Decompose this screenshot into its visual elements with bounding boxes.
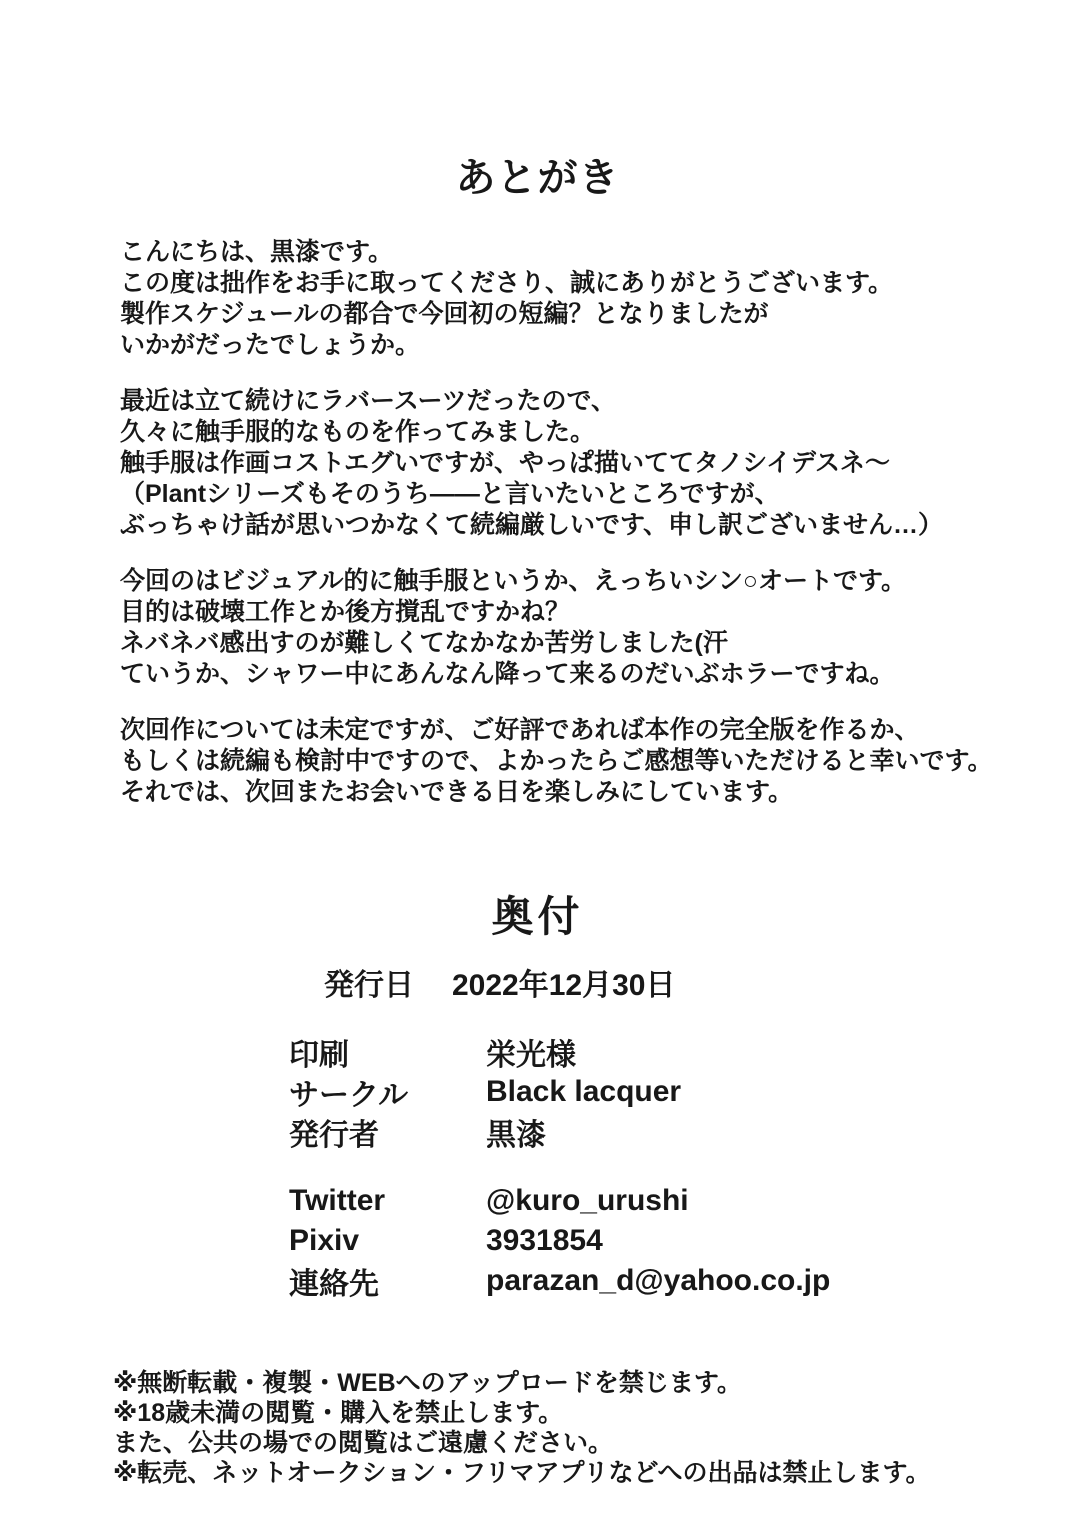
colophon-row-value: 黒漆 [486,1119,546,1152]
afterword-line: 目的は破壊工作とか後方撹乱ですかね？ [120,598,571,626]
contact-row-label: Pixiv [289,1224,360,1257]
afterword-line: こんにちは、黒漆です。 [120,238,394,266]
colophon-row-label: サークル [289,1079,409,1112]
afterword-paragraph-1 [120,237,993,361]
colophon-row-label: 印刷 [289,1039,349,1072]
afterword-line: 最近は立て続けにラバースーツだったので、 [120,387,617,415]
colophon-row-printer [289,1032,830,1072]
notice-line: また、公共の場での閲覧はご遠慮ください。 [113,1429,614,1457]
notice-line: ※18歳未満の閲覧・購入を禁止します。 [113,1399,564,1427]
afterword-line: この度は拙作をお手に取ってくださり、誠にありがとうございます。 [120,269,894,297]
contact-row-value: 3931854 [486,1224,603,1257]
afterword-line: 触手服は作画コストエグいですが、やっぱ描いててタノシイデスネ～ [120,449,891,477]
afterword-line: ていうか、シャワー中にあんなん降って来るのだいぶホラーですね。 [120,660,895,688]
afterword-line: 次回作については未定ですが、ご好評であれば本作の完全版を作るか、 [120,716,920,744]
colophon-row-publisher [289,1112,830,1152]
afterword-line: ネバネバ感出すのが難しくてなかなか苦労しました(汗 [120,629,728,657]
contact-row-value: @kuro_urushi [486,1184,689,1217]
afterword-line: 製作スケジュールの都合で今回初の短編？となりましたが [120,300,769,328]
colophon-row-label: 発行者 [289,1119,379,1152]
afterword-paragraph-4 [120,715,993,808]
afterword-line: ぶっちゃけ話が思いつかなくて続編厳しいです、申し訳ございません…） [120,511,944,539]
afterword-line: もしくは続編も検討中ですので、よかったらご感想等いただけると幸いです。 [120,747,993,775]
issue-date-row [324,960,675,1004]
contact-row-label: Twitter [289,1184,386,1217]
colophon-table [289,1032,830,1301]
contact-row-email [289,1261,830,1301]
contact-row-value: parazan_d@yahoo.co.jp [486,1264,831,1297]
notices [113,1368,931,1488]
afterword-body [120,237,993,833]
afterword-line: それでは、次回またお会いできる日を楽しみにしています。 [120,778,794,806]
afterword-paragraph-3 [120,566,993,690]
notice-line: ※転売、ネットオークション・フリマアプリなどへの出品は禁止します。 [113,1459,931,1487]
contact-row-twitter [289,1181,830,1221]
colophon-row-value: 栄光様 [486,1039,576,1072]
afterword-title: あとがき [455,156,620,200]
colophon-row-circle [289,1072,830,1112]
contact-row-label: 連絡先 [289,1268,379,1301]
contact-row-pixiv [289,1221,830,1261]
colophon-spacer [289,1152,830,1181]
afterword-line: 今回のはビジュアル的に触手服というか、えっちいシン○オートです。 [120,567,906,595]
issue-date-label: 発行日 [324,969,414,1002]
colophon-title: 奥付 [491,893,584,940]
colophon-row-value: Black lacquer [486,1075,682,1108]
afterword-line: （Plantシリーズもそのうち――と言いたいところですが、 [120,480,780,508]
notice-line: ※無断転載・複製・WEBへのアップロードを禁じます。 [113,1369,742,1397]
afterword-line: いかがだったでしょうか。 [120,331,421,359]
issue-date-value: 2022年12月30日 [452,969,676,1002]
afterword-paragraph-2 [120,386,993,541]
afterword-line: 久々に触手服的なものを作ってみました。 [120,418,596,446]
